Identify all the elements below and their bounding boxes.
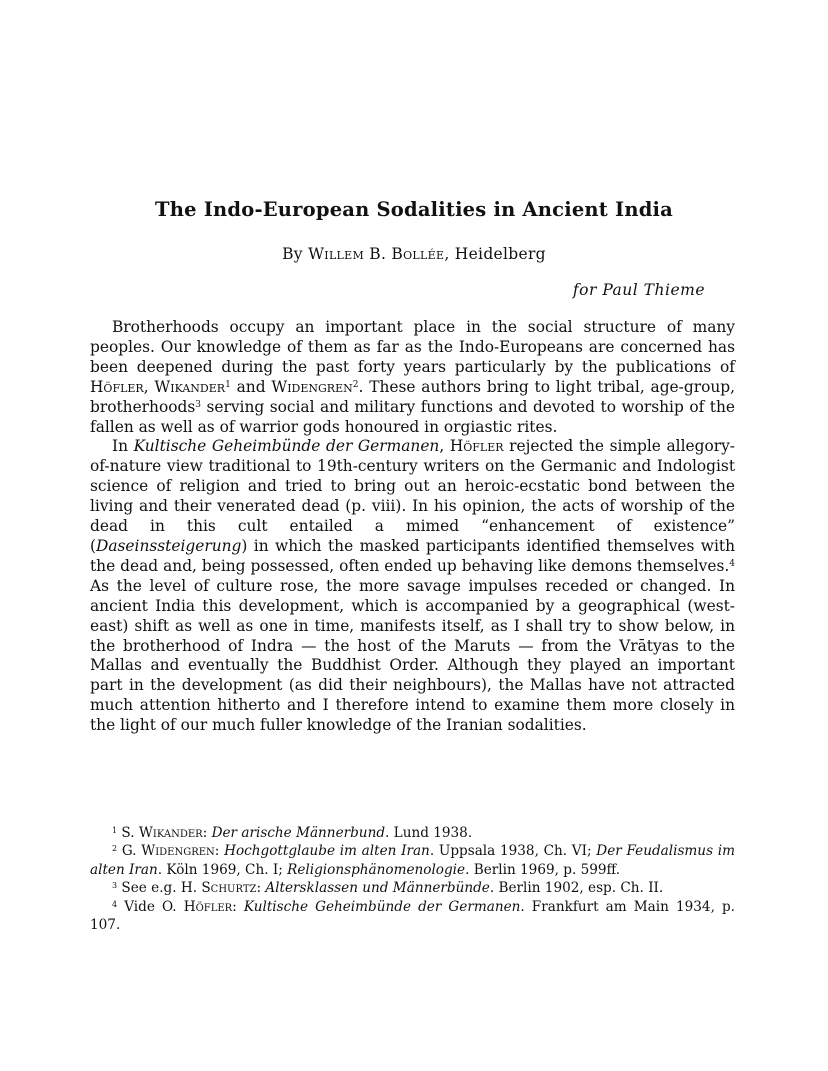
footnote-4 bbox=[90, 898, 735, 935]
author-ref-hoefler: Höfler bbox=[449, 437, 504, 456]
text-run: : bbox=[232, 898, 244, 915]
footnote-work: Hochgottglaube im alten Iran bbox=[224, 843, 430, 860]
footnote-3 bbox=[90, 879, 735, 897]
footnote-ref-1: 1 bbox=[225, 379, 231, 390]
footnote-work: Der arische Männerbund bbox=[211, 825, 386, 841]
author-ref-hoefler: Höfler bbox=[90, 377, 144, 396]
footnote-mark: 1 bbox=[112, 826, 118, 835]
text-run: . Berlin 1902, esp. Ch. II. bbox=[489, 880, 664, 897]
author-affiliation: , Heidelberg bbox=[444, 245, 546, 263]
text-run: . Uppsala 1938, Ch. VI; bbox=[429, 843, 597, 860]
footnote-work: Religionsphänomenologie bbox=[287, 861, 466, 878]
text-run: Brotherhoods occupy an important place in the social structure of many peoples. Our knowledge of them as far as the Indo-Europeans are concerned has been deepened during the past forty years particularly by the publications of bbox=[90, 318, 735, 376]
text-run: and bbox=[230, 377, 272, 396]
footnotes bbox=[90, 824, 735, 934]
german-term: Daseinssteigerung bbox=[96, 536, 242, 555]
footnote-ref-4: 4 bbox=[729, 558, 735, 569]
text-run: , bbox=[143, 377, 155, 396]
text-run: In bbox=[112, 437, 134, 456]
book-title: Kultische Geheimbünde der Germanen bbox=[133, 437, 440, 456]
text-run: . Frankfurt am Main 1934, p. 107. bbox=[90, 898, 735, 934]
text-run: . These authors bring to light tribal, age-group, brotherhoods bbox=[90, 377, 735, 416]
author-name: Willem B. Bollée bbox=[308, 245, 445, 263]
text-run: ) in which the masked participants identified themselves with the dead and, being possessed, often ended up behaving like demons themselves. bbox=[90, 536, 735, 575]
text-run: . Lund 1938. bbox=[385, 825, 473, 841]
article-title: The Indo-European Sodalities in Ancient India bbox=[155, 198, 673, 221]
paragraph-1 bbox=[90, 318, 735, 437]
text-run: : bbox=[256, 880, 266, 897]
footnote-work: Der Feudalismus im alten Iran bbox=[90, 843, 735, 878]
text-run: : bbox=[214, 843, 225, 860]
paragraph-2 bbox=[90, 437, 735, 736]
footnote-2 bbox=[90, 842, 735, 879]
byline bbox=[0, 245, 828, 263]
text-run: , bbox=[439, 437, 450, 456]
footnote-work: Kultische Geheimbünde der Germanen bbox=[243, 898, 521, 915]
text-run: serving social and military functions and devoted to worship of the fallen as well as of warrior gods honoured in orgiastic rites. bbox=[90, 397, 735, 436]
dedication: for Paul Thieme bbox=[572, 281, 705, 299]
footnote-mark: 3 bbox=[112, 881, 118, 891]
footnote-mark: 4 bbox=[112, 899, 118, 909]
footnote-author: S. Wikander bbox=[121, 825, 203, 841]
footnote-author: Höfler bbox=[183, 898, 233, 915]
footnote-ref-3: 3 bbox=[195, 399, 201, 410]
text-run: : bbox=[202, 825, 212, 841]
text-run: See e.g. H. bbox=[121, 880, 202, 897]
byline-prefix: By bbox=[282, 245, 309, 263]
text-run: . Köln 1969, Ch. I; bbox=[157, 861, 288, 878]
text-run: As the level of culture rose, the more savage impulses receded or changed. In ancient India this development, which is accompanied by a geographical (west-east) shift as well as one in time, manifests itself, as I shall try to show below, in the brotherhood of Indra — the host of the Maruts — from the Vrātyas to the Mallas and eventually the Buddhist Order. Although they played an important part in the development (as did their neighbours), the Mallas have not attracted much attention hitherto and I therefore intend to examine them more closely in the light of our much fuller knowledge of the Iranian sodalities. bbox=[90, 576, 735, 735]
text-run: . Berlin 1969, p. 599ff. bbox=[465, 861, 621, 878]
text-run: rejected the simple allegory-of-nature view traditional to 19th-century writers on the Germanic and Indologist science of religion and tried to bring out an heroic-ecstatic bond between the living and their venerated dead (p. viii). In his opinion, the acts of worship of the dead in this cult entailed a mimed “enhancement of existence” ( bbox=[90, 437, 736, 555]
footnote-author: G. Widengren bbox=[121, 843, 215, 860]
footnote-1 bbox=[90, 824, 735, 842]
article-body bbox=[90, 318, 735, 736]
footnote-author: Schurtz bbox=[201, 880, 257, 897]
text-run: Vide O. bbox=[124, 898, 184, 915]
footnote-work: Altersklassen und Männerbünde bbox=[265, 880, 490, 897]
footnote-mark: 2 bbox=[112, 844, 118, 854]
author-ref-widengren: Widengren bbox=[271, 377, 353, 396]
footnote-ref-2: 2 bbox=[352, 379, 359, 390]
author-ref-wikander: Wikander bbox=[154, 377, 226, 396]
